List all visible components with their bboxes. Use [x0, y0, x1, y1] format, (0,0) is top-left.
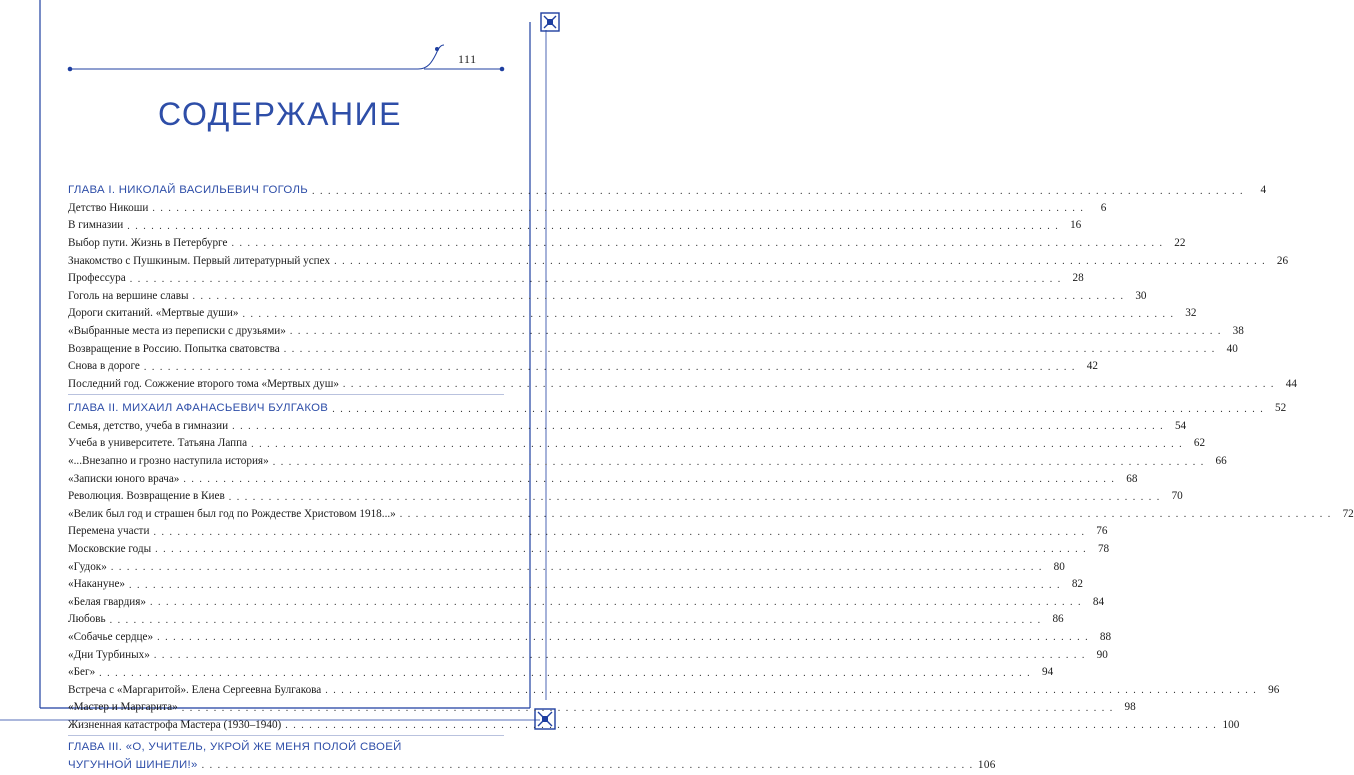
- dot-leader: [129, 580, 1061, 592]
- corner-ornament-top-right-icon: [541, 13, 559, 31]
- dot-leader: [284, 344, 1216, 356]
- table-of-contents: [68, 180, 1354, 775]
- toc-entry[interactable]: [68, 521, 1108, 539]
- toc-entry-title: Московские годы: [68, 543, 152, 556]
- toc-page-number: 82: [1071, 578, 1083, 591]
- dot-leader: [251, 439, 1183, 451]
- toc-entry-title: Жизненная катастрофа Мастера (1930–1940): [68, 718, 282, 731]
- toc-page-number: 68: [1126, 472, 1138, 485]
- toc-entry-title: Снова в дороге: [68, 360, 140, 373]
- toc-chapter-title-line-2-row: [68, 757, 996, 775]
- toc-page-number: 98: [1124, 701, 1136, 714]
- toc-chapter-title: ГЛАВА II. МИХАИЛ АФАНАСЬЕВИЧ БУЛГАКОВ: [68, 402, 329, 415]
- toc-page-number: 70: [1171, 490, 1183, 503]
- toc-entry[interactable]: [68, 592, 1105, 610]
- toc-page-number: 72: [1342, 507, 1354, 520]
- toc-entry-title: «Записки юного врача»: [68, 472, 180, 485]
- toc-page-number: 4: [1260, 184, 1267, 197]
- toc-entry[interactable]: [68, 574, 1083, 592]
- dot-leader: [182, 703, 1114, 715]
- dot-leader: [154, 650, 1086, 662]
- toc-page-number: 86: [1052, 613, 1064, 626]
- toc-entry[interactable]: [68, 680, 1280, 698]
- dot-leader: [242, 309, 1174, 321]
- toc-page-number: 78: [1097, 543, 1110, 556]
- toc-entry[interactable]: [68, 321, 1244, 339]
- toc-entry-title: Революция. Возвращение в Киев: [68, 490, 225, 503]
- page-title: СОДЕРЖАНИЕ: [158, 96, 402, 132]
- toc-page-number: 32: [1185, 307, 1197, 320]
- toc-page-number: 96: [1268, 683, 1280, 696]
- toc-entry[interactable]: [68, 715, 1240, 733]
- toc-entry[interactable]: [68, 286, 1147, 304]
- dot-leader: [152, 203, 1084, 215]
- toc-entry[interactable]: [68, 374, 1297, 392]
- toc-entry[interactable]: [68, 609, 1064, 627]
- toc-page-number: 90: [1096, 648, 1108, 661]
- toc-entry[interactable]: [68, 697, 1136, 715]
- toc-entry-title: «Мастер и Маргарита»: [68, 701, 178, 714]
- toc-page-number: 40: [1226, 342, 1238, 355]
- toc-page-number: 6: [1100, 201, 1107, 214]
- toc-entry-title: Встреча с «Маргаритой». Елена Сергеевна Булгакова: [68, 683, 322, 696]
- toc-entry[interactable]: [68, 250, 1289, 268]
- dot-leader: [150, 597, 1082, 609]
- dot-leader: [325, 685, 1257, 697]
- toc-page-number: 84: [1092, 595, 1105, 608]
- toc-chapter-title-line-2: ЧУГУННОЙ ШИНЕЛИ!»: [68, 759, 198, 771]
- dot-leader: [273, 457, 1205, 469]
- toc-page-number: 106: [977, 759, 996, 771]
- toc-page-number: 22: [1174, 236, 1186, 249]
- toc-entry-title: Гоголь на вершине славы: [68, 289, 189, 302]
- toc-page-number: 80: [1053, 560, 1065, 573]
- toc-entry[interactable]: [68, 433, 1206, 451]
- section-divider: [68, 394, 504, 395]
- dot-leader: [229, 492, 1161, 504]
- toc-entry-title: «Бег»: [68, 666, 96, 679]
- toc-entry-title: В гимназии: [68, 219, 124, 232]
- toc-entry[interactable]: [68, 338, 1238, 356]
- dot-leader: [400, 509, 1332, 521]
- dot-leader: [312, 186, 1244, 198]
- toc-page-number: 16: [1070, 219, 1082, 232]
- toc-entry[interactable]: [68, 469, 1138, 487]
- toc-page-number: 42: [1086, 360, 1098, 373]
- dot-leader: [110, 615, 1042, 627]
- page-number: 111: [458, 52, 477, 66]
- dot-leader: [153, 527, 1085, 539]
- dot-leader: [193, 291, 1125, 303]
- toc-entry[interactable]: [68, 539, 1110, 557]
- toc-entry[interactable]: [68, 268, 1084, 286]
- toc-page-number: 38: [1232, 324, 1244, 337]
- dot-leader: [127, 221, 1059, 233]
- dot-leader: [332, 404, 1264, 416]
- section-divider: [68, 735, 504, 736]
- toc-entry-title: Выбор пути. Жизнь в Петербурге: [68, 236, 228, 249]
- toc-entry[interactable]: [68, 416, 1187, 434]
- toc-entry-title: Семья, детство, учеба в гимназии: [68, 419, 229, 432]
- toc-entry-title: Учеба в университете. Татьяна Лаппа: [68, 437, 248, 450]
- toc-entry[interactable]: [68, 504, 1354, 522]
- toc-entry-title: Возвращение в Россию. Попытка сватовства: [68, 342, 280, 355]
- toc-entry[interactable]: [68, 662, 1054, 680]
- dot-leader: [111, 562, 1043, 574]
- toc-entry[interactable]: [68, 486, 1183, 504]
- dot-leader: [290, 326, 1222, 338]
- toc-entry-title: «Белая гвардия»: [68, 595, 147, 608]
- toc-entry-title: Перемена участи: [68, 525, 150, 538]
- dot-leader: [334, 256, 1266, 268]
- toc-page-number: 26: [1276, 254, 1289, 267]
- dot-leader: [155, 544, 1087, 556]
- dot-leader: [157, 632, 1089, 644]
- toc-chapter-title: ГЛАВА I. НИКОЛАЙ ВАСИЛЬЕВИЧ ГОГОЛЬ: [68, 183, 309, 196]
- dot-leader: [99, 668, 1031, 680]
- toc-page-number: 44: [1285, 377, 1297, 390]
- toc-page-number: 28: [1072, 272, 1084, 285]
- toc-entry[interactable]: [68, 644, 1108, 662]
- toc-entry-title: «Велик был год и страшен был год по Рождестве Христовом 1918...»: [68, 507, 396, 520]
- toc-entry[interactable]: [68, 627, 1112, 645]
- toc-entry[interactable]: [68, 303, 1197, 321]
- toc-entry[interactable]: [68, 198, 1107, 216]
- toc-page-number: 30: [1135, 289, 1147, 302]
- toc-entry-title: «Накануне»: [68, 578, 125, 591]
- toc-entry-title: «Гудок»: [68, 560, 107, 573]
- toc-entry-title: Последний год. Сожжение второго тома «Мертвых душ»: [68, 377, 339, 390]
- toc-entry-title: Любовь: [68, 613, 106, 626]
- toc-entry[interactable]: [68, 556, 1065, 574]
- dot-leader: [285, 720, 1217, 732]
- dot-leader: [183, 474, 1115, 486]
- toc-entry[interactable]: [68, 451, 1227, 469]
- toc-chapter-2[interactable]: [68, 398, 1287, 416]
- toc-page-number: 66: [1215, 455, 1227, 468]
- toc-page-number: 76: [1096, 525, 1108, 538]
- toc-entry[interactable]: [68, 356, 1098, 374]
- toc-page-number: 54: [1174, 419, 1187, 432]
- toc-entry-title: Знакомство с Пушкиным. Первый литературный успех: [68, 254, 331, 267]
- toc-page-number: 88: [1099, 631, 1112, 643]
- toc-page-number: 94: [1041, 666, 1054, 679]
- dot-leader: [202, 757, 974, 775]
- toc-entry[interactable]: [68, 215, 1082, 233]
- toc-entry-title: Профессура: [68, 272, 126, 285]
- toc-entry-title: «Выбранные места из переписки с друзьями»: [68, 324, 286, 337]
- toc-entry-title: Дороги скитаний. «Мертвые души»: [68, 307, 239, 320]
- dot-leader: [343, 379, 1275, 391]
- toc-chapter-3[interactable]: [68, 739, 996, 774]
- header-flourish-icon: [68, 45, 505, 71]
- toc-entry[interactable]: [68, 233, 1186, 251]
- toc-entry-title: Детство Никоши: [68, 201, 149, 214]
- toc-chapter-title-line-1: ГЛАВА III. «О, УЧИТЕЛЬ, УКРОЙ ЖЕ МЕНЯ ПОЛОЙ СВОЕЙ: [68, 741, 402, 754]
- toc-chapter-1[interactable]: [68, 180, 1267, 198]
- toc-page-number: 62: [1193, 437, 1206, 450]
- toc-page-number: 52: [1275, 402, 1287, 415]
- dot-leader: [232, 421, 1164, 433]
- dot-leader: [144, 362, 1076, 374]
- toc-entry-title: «Дни Турбиных»: [68, 648, 150, 661]
- toc-entry-title: «...Внезапно и грозно наступила история»: [68, 455, 269, 468]
- toc-page-number: 100: [1222, 718, 1240, 731]
- dot-leader: [231, 238, 1163, 250]
- dot-leader: [130, 274, 1062, 286]
- toc-entry-title: «Собачье сердце»: [68, 631, 154, 643]
